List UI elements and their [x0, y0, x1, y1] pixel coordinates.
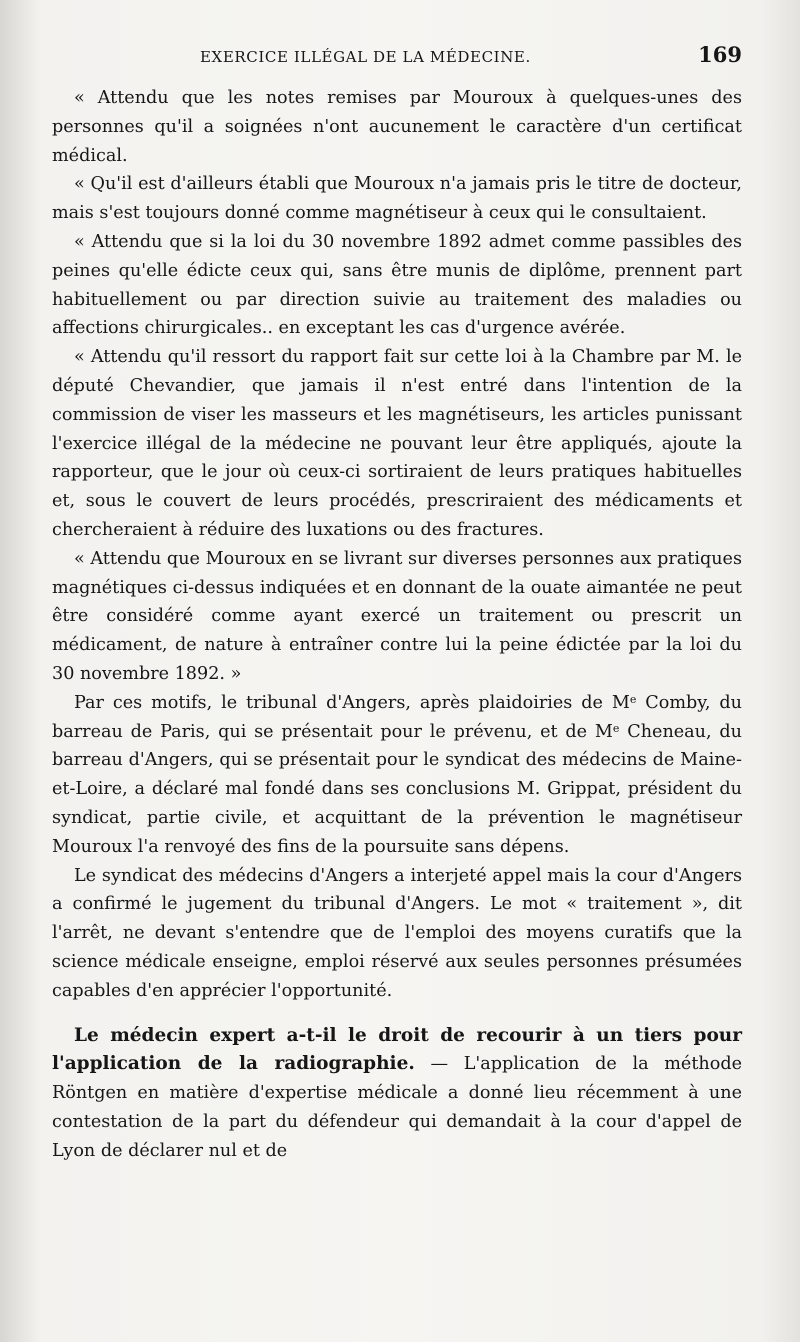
page-header [52, 42, 750, 74]
paragraph-6-part-3: Cheneau, du barreau d'Angers, qui se présentait pour le syndicat des médecins de Maine-et-Loire, a déclaré mal fondé dans ses conclusions M. Grippat, président du syndicat, partie civile, et acquittant de la prévention le magnétiseur Mouroux l'a renvoyé des fins de la poursuite sans dépens. [52, 721, 743, 857]
section-paragraph [52, 1022, 742, 1166]
maitre-superscript-2: e [612, 721, 620, 735]
paragraph-3: « Attendu que si la loi du 30 novembre 1892 admet comme passibles des peines qu'elle édicte ceux qui, sans être munis de diplôme, prennent part habituellement ou par direction suivie au traitement des maladies ou affections chirurgicales.. en exceptant les cas d'urgence avérée. [52, 231, 742, 339]
paragraph-5: « Attendu que Mouroux en se livrant sur diverses personnes aux pratiques magnétiques ci-dessus indiquées et en donnant de la ouate aimantée ne peut être considéré comme ayant exercé un traitement ou prescrit un médicament, de nature à entraîner contre lui la peine édictée par la loi du 30 novembre 1892. » [52, 548, 742, 684]
paragraph-2: « Qu'il est d'ailleurs établi que Mouroux n'a jamais pris le titre de docteur, mais s'est toujours donné comme magnétiseur à ceux qui le consultaient. [52, 174, 742, 224]
section-text: — L'application de la méthode Röntgen en matière d'expertise médicale a donné lieu récemment à une contestation de la part du défendeur qui demandait à la cour d'appel de Lyon de déclarer nul et de [52, 1054, 742, 1161]
paragraph-6-part-2: Comby, du barreau de Paris, qui se présentait pour le prévenu, et de M [52, 692, 742, 742]
page-number: 169 [698, 42, 742, 67]
section-heading: Le médecin expert a-t-il le droit de recourir à un tiers pour l'application de la radiographie. [52, 1024, 742, 1075]
paragraph-6 [52, 689, 742, 862]
maitre-superscript-1: e [629, 692, 637, 706]
paragraph-7: Le syndicat des médecins d'Angers a interjeté appel mais la cour d'Angers a confirmé le jugement du tribunal d'Angers. Le mot « traitement », dit l'arrêt, ne devant s'entendre que de l'emploi des moyens curatifs que la science médicale enseigne, emploi réservé aux seules personnes présumées capables d'en apprécier l'opportunité. [52, 865, 742, 1001]
paragraph-1: « Attendu que les notes remises par Mouroux à quelques-unes des personnes qu'il a soignées n'ont aucunement le caractère d'un certificat médical. [52, 88, 742, 166]
paragraph-6-part-1: Par ces motifs, le tribunal d'Angers, après plaidoiries de M [74, 692, 630, 713]
running-title: EXERCICE ILLÉGAL DE LA MÉDECINE. [200, 48, 531, 66]
paragraph-4: « Attendu qu'il ressort du rapport fait sur cette loi à la Chambre par M. le député Chevandier, que jamais il n'est entré dans l'intention de la commission de viser les masseurs et les magnétiseurs, les articles punissant l'exercice illégal de la médecine ne pouvant leur être appliqués, ajoute la rapporteur, que le jour où ceux-ci sortiraient de leurs pratiques habituelles et, sous le couvert de leurs procédés, prescriraient des médicaments et chercheraient à réduire des luxations ou des fractures. [52, 347, 742, 540]
body-text [52, 84, 742, 1165]
